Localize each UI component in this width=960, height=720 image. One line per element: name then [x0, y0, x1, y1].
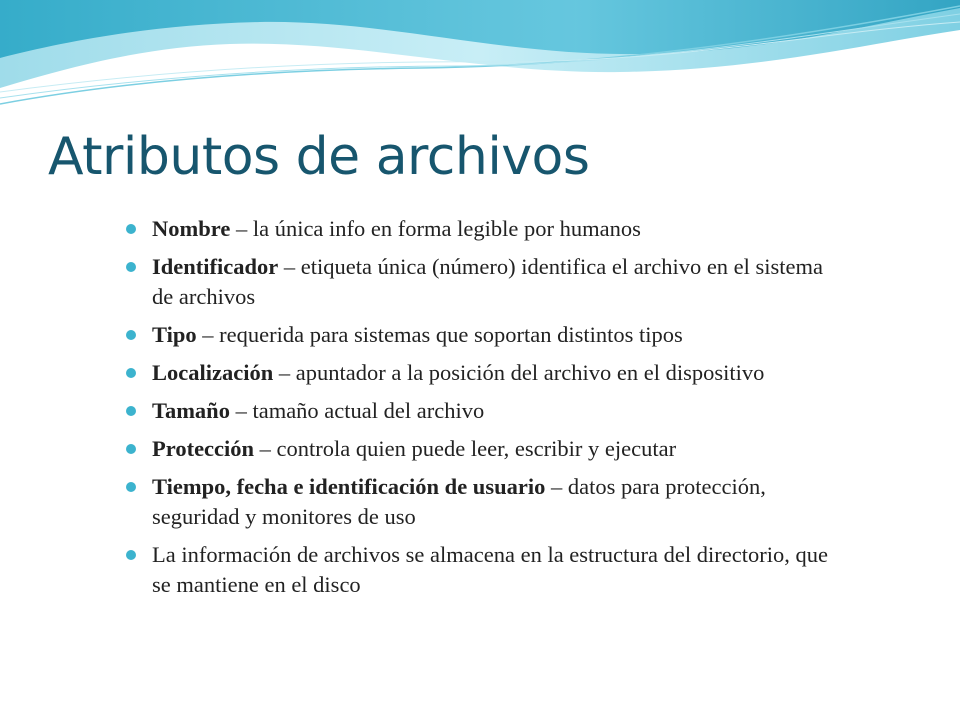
bullet-text: – la única info en forma legible por humanos [230, 216, 641, 241]
bullet-dot-icon [126, 444, 136, 454]
bullet-term: Tiempo, fecha e identificación de usuario [152, 474, 546, 499]
bullet-text: – datos para protección, seguridad y monitores de uso [152, 474, 766, 529]
bullet-item [126, 252, 838, 312]
bullet-term: Localización [152, 360, 274, 385]
bullet-item [126, 320, 838, 350]
bullet-item [126, 472, 838, 532]
header-wave-decoration [0, 0, 960, 120]
slide-title: Atributos de archivos [48, 127, 590, 187]
bullet-text: La información de archivos se almacena en la estructura del directorio, que se mantiene en el disco [152, 542, 828, 597]
bullet-dot-icon [126, 224, 136, 234]
bullet-dot-icon [126, 330, 136, 340]
bullet-item [126, 434, 838, 464]
bullet-list [126, 214, 838, 608]
bullet-term: Identificador [152, 254, 279, 279]
bullet-dot-icon [126, 262, 136, 272]
bullet-term: Tipo [152, 322, 197, 347]
bullet-text: – tamaño actual del archivo [229, 398, 485, 423]
bullet-term: Protección [152, 436, 255, 461]
bullet-item [126, 214, 838, 244]
bullet-item [126, 358, 838, 388]
bullet-dot-icon [126, 482, 136, 492]
bullet-item [126, 396, 838, 426]
bullet-term: Tamaño [152, 398, 230, 423]
bullet-text: – requerida para sistemas que soportan distintos tipos [196, 322, 683, 347]
bullet-text: – controla quien puede leer, escribir y ejecutar [254, 436, 677, 461]
bullet-dot-icon [126, 368, 136, 378]
bullet-item [126, 540, 838, 600]
bullet-dot-icon [126, 550, 136, 560]
bullet-text: – apuntador a la posición del archivo en el dispositivo [273, 360, 765, 385]
bullet-dot-icon [126, 406, 136, 416]
bullet-term: Nombre [152, 216, 231, 241]
bullet-text: – etiqueta única (número) identifica el archivo en el sistema de archivos [152, 254, 824, 309]
